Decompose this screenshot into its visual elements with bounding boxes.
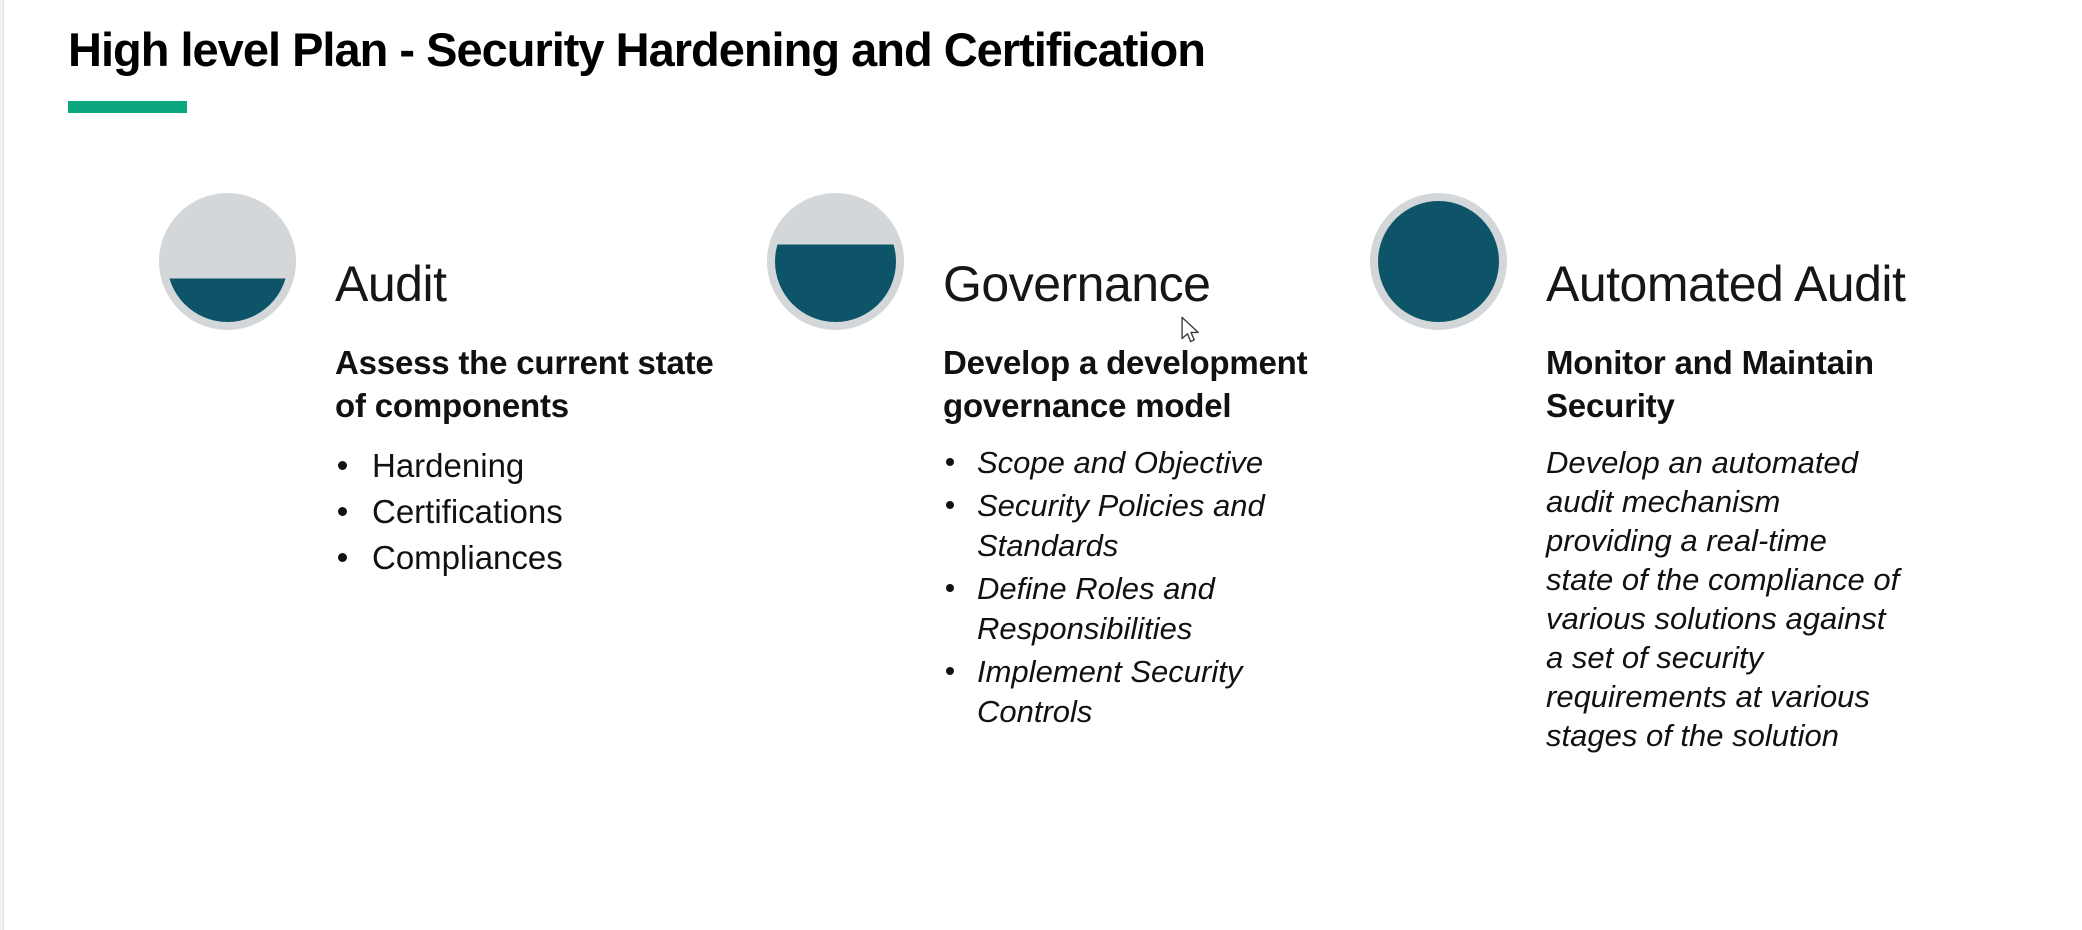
progress-circle-icon — [767, 193, 904, 330]
bullet-item: Compliances — [335, 535, 715, 581]
column-automated-audit — [1370, 193, 1950, 813]
column-subheading: Monitor and Maintain Security — [1546, 344, 1874, 424]
column-heading: Governance — [943, 256, 1211, 312]
column-audit — [159, 193, 739, 813]
column-subheading: Develop a development governance model — [943, 344, 1308, 424]
paragraph-line: Develop an automated — [1546, 445, 1858, 480]
mouse-cursor-icon — [1181, 316, 1200, 344]
column-text-block — [943, 255, 1341, 735]
progress-circle-icon — [159, 193, 296, 330]
bullet-list — [943, 443, 1315, 732]
progress-circle-fill — [1378, 201, 1499, 322]
bullet-item: Certifications — [335, 489, 715, 535]
paragraph-line: a set of security — [1546, 640, 1764, 675]
progress-circle-icon — [1370, 193, 1507, 330]
progress-circle-fill — [167, 201, 288, 322]
slide-left-edge — [0, 0, 4, 930]
paragraph-line: requirements at various — [1546, 679, 1870, 714]
column-text-block — [335, 255, 733, 581]
paragraph-line: stages of the solution — [1546, 718, 1839, 753]
column-governance — [767, 193, 1347, 813]
bullet-item: Hardening — [335, 443, 715, 489]
bullet-list — [335, 443, 715, 581]
paragraph-line: providing a real-time — [1546, 523, 1827, 558]
bullet-item: Scope and Objective — [943, 443, 1315, 483]
progress-circle-fill — [775, 201, 896, 322]
bullet-item: Define Roles and Responsibilities — [943, 569, 1315, 649]
paragraph-line: various solutions against — [1546, 601, 1886, 636]
column-text-block — [1546, 255, 1944, 755]
column-heading: Audit — [335, 256, 447, 312]
title-underline-accent — [68, 101, 187, 113]
column-heading: Automated Audit — [1546, 256, 1906, 312]
bullet-item: Security Policies and Standards — [943, 486, 1315, 566]
paragraph-line: audit mechanism — [1546, 484, 1781, 519]
paragraph-line: state of the compliance of — [1546, 562, 1900, 597]
bullet-item: Implement Security Controls — [943, 652, 1315, 732]
column-subheading: Assess the current state of components — [335, 344, 714, 424]
description-paragraph — [1546, 443, 1966, 755]
slide-title: High level Plan - Security Hardening and Certification — [68, 23, 1205, 76]
